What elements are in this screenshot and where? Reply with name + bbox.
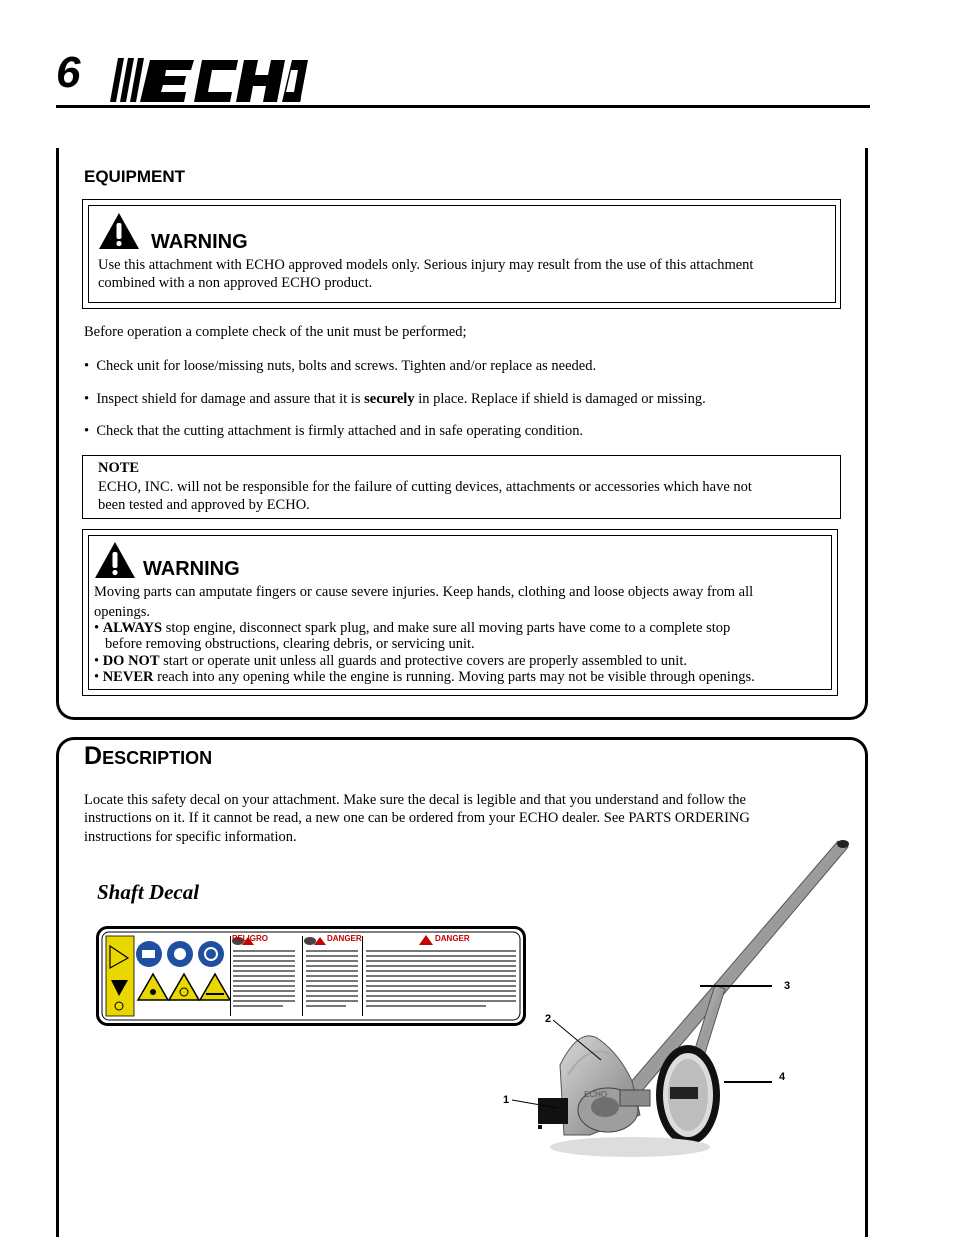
bullet-1-text: Check unit for loose/missing nuts, bolts and screws. Tighten and/or replace as needed. [96,358,597,374]
callout-3-leader [700,985,772,987]
callout-1-label: 1 [503,1094,510,1106]
warning-triangle-icon [98,212,140,250]
note-label: NOTE [98,460,140,476]
callout-4-leader [724,1081,772,1083]
bullet-dot: • [84,391,97,407]
bullet-item-3 [84,422,583,440]
bullet-dot: • [94,669,103,685]
description-text-line2: instructions on it. If it cannot be read, a new one can be ordered from your ECHO dealer. See PARTS ORDERING [84,810,750,826]
warning-2-item-1-bold: ALWAYS [102,620,163,636]
bullet-2-text-pre: Inspect shield for damage and assure that it is [96,391,365,407]
note-text-line1: ECHO, INC. will not be responsible for the failure of cutting devices, attachments or accessories which have not [98,479,752,495]
warning-1-text-line2: combined with a non approved ECHO product. [98,275,373,291]
bullet-dot: • [84,358,97,374]
warning-1-text-line1: Use this attachment with ECHO approved models only. Serious injury may result from the use of this attachment [98,257,754,273]
warning-2-text-line1: Moving parts can amputate fingers or cause severe injuries. Keep hands, clothing and loose objects away from all [94,584,754,600]
bullet-item-2 [84,390,706,408]
warning-2-item-3-line1: reach into any opening while the engine is running. Moving parts may not be visible through openings. [153,669,755,685]
page-number: 6 [56,48,81,97]
callout-2-label: 2 [545,1013,552,1025]
warning-2-item-2-line1: start or operate unit unless all guards and protective covers are properly assembled to unit. [159,653,687,669]
decal-danger-label-2: DANGER [435,934,470,943]
bullet-dot: • [84,423,97,439]
bullet-dot: • [94,620,103,636]
callout-2-leader [553,1020,603,1064]
equipment-title: EQUIPMENT [84,167,186,186]
description-text-line1: Locate this safety decal on your attachment. Make sure the decal is legible and that you understand and follow the [84,792,746,808]
shaft-decal-title: Shaft Decal [97,880,200,904]
description-text-line3: instructions for specific information. [84,829,297,845]
bullet-2-text-bold: securely [364,391,415,407]
svg-text:®: ® [296,97,302,104]
decal-peligro-label: PELIGRO [232,934,269,943]
header-rule [56,105,870,108]
warning-2-item-3-bold: NEVER [102,669,154,685]
edger-attachment-image [520,835,860,1165]
bullet-3-text: Check that the cutting attachment is firmly attached and in safe operating condition. [96,423,584,439]
bullet-item-1 [84,357,596,375]
callout-1-leader [512,1098,560,1112]
note-text-line2: been tested and approved by ECHO. [98,497,310,513]
decal-danger-label-1: DANGER [327,934,362,943]
equipment-intro: Before operation a complete check of the unit must be performed; [84,324,467,340]
warning-2-item-1-line2: before removing obstructions, clearing debris, or servicing unit. [105,636,475,652]
warning-2-text-line2: openings. [94,604,150,620]
description-title-rest: ESCRIPTION [102,748,213,768]
warning-2-item-1-line1: stop engine, disconnect spark plug, and make sure all moving parts have come to a complete stop [162,620,731,636]
bullet-dot: • [94,653,103,669]
svg-text:ECHO: ECHO [584,1090,608,1099]
warning-2-item-2-bold: DO NOT [102,653,160,669]
echo-logo [110,56,308,104]
bullet-2-text-post: in place. Replace if shield is damaged or missing. [414,391,706,407]
warning-2-item-3 [94,668,755,686]
warning-2-label: WARNING [143,558,240,580]
warning-1-label: WARNING [151,231,248,253]
description-title [84,742,212,771]
description-title-initial: D [84,742,103,770]
warning-triangle-icon [94,541,136,579]
callout-3-label: 3 [784,980,791,992]
callout-4-label: 4 [779,1071,786,1083]
